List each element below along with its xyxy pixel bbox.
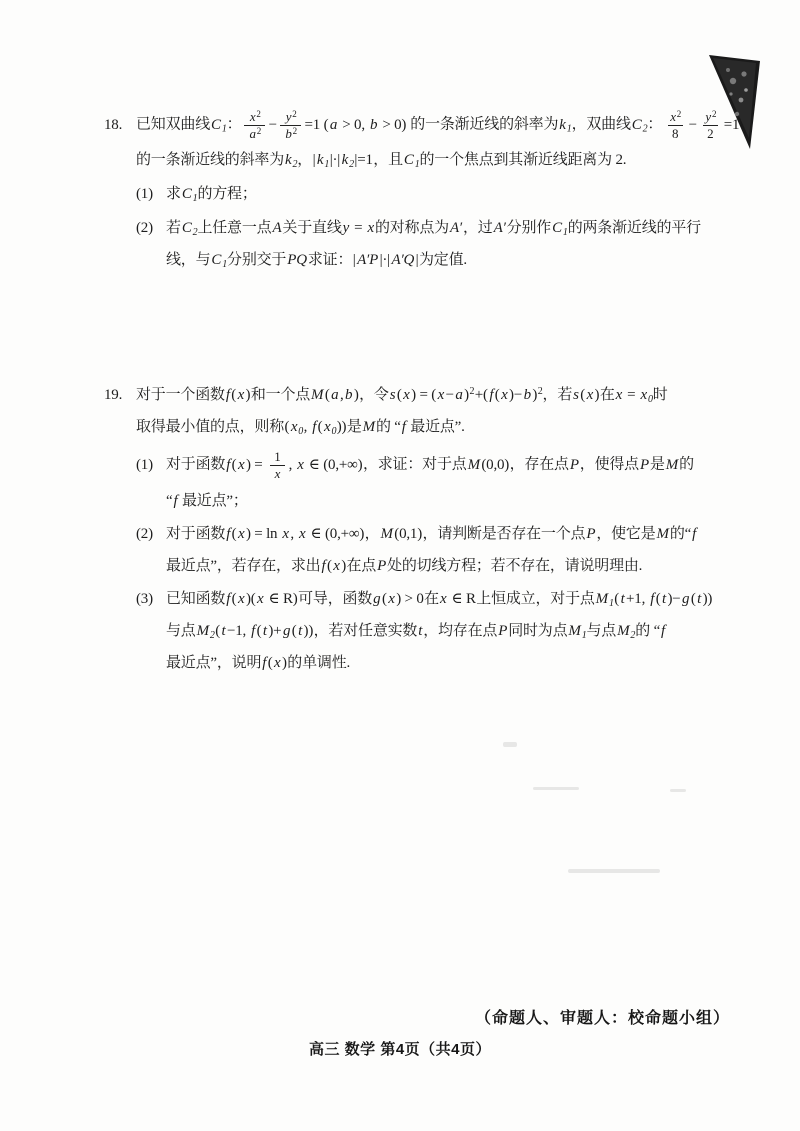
math-run: 0 (298, 426, 304, 438)
text-run: 求 (166, 186, 181, 203)
math-run: f (262, 655, 267, 672)
math-run: ( (317, 419, 323, 436)
text-run: 最近点”. (406, 419, 465, 436)
math-run: ( (291, 623, 297, 640)
math-run: ∈ (0,+∞) (305, 456, 363, 473)
math-run: 1 (581, 630, 587, 642)
math-run: ) (353, 387, 359, 404)
math-run: 2 (469, 386, 475, 398)
fraction-denominator (270, 465, 286, 481)
problem-item (136, 183, 760, 206)
math-run: 2 (292, 159, 298, 171)
text-run: 在 (424, 591, 439, 608)
problem-line (166, 652, 760, 675)
text-run: 的 “ (635, 623, 661, 640)
text-run: 关于直线 (282, 220, 342, 237)
math-run: )( (245, 591, 256, 608)
math-run: x (388, 591, 395, 608)
math-run: , (339, 387, 344, 404)
math-run: f (692, 526, 697, 543)
math-run: x (323, 419, 331, 436)
math-run: ( (284, 419, 290, 436)
math-run: =1 ( (304, 116, 329, 133)
math-run: > 0) (378, 116, 410, 133)
fraction (270, 450, 286, 480)
problem-line (166, 620, 760, 643)
math-run: A′ (449, 220, 462, 237)
text-run: ，过 (463, 220, 493, 237)
math-run: x (237, 526, 245, 543)
math-run: f (226, 526, 231, 543)
text-run: 线，与 (166, 252, 211, 269)
item-label: (2) (136, 220, 153, 237)
fraction-numerator (245, 110, 265, 125)
text-run: 的一条渐近线的斜率为 (410, 116, 559, 133)
math-run: M (467, 456, 480, 473)
math-run: PQ (287, 252, 307, 269)
text-run: ，请判断是否存在一个点 (422, 526, 586, 543)
math-run: (0,0) (481, 456, 510, 473)
math-run: f (650, 591, 655, 608)
math-run: ) (245, 387, 251, 404)
text-run: 的一个焦点到其渐近线距离为 2. (419, 152, 627, 169)
math-run: f (251, 623, 256, 640)
math-run: ) > 0 (396, 591, 424, 608)
text-run: 已知函数 (166, 591, 226, 608)
math-run: g (282, 623, 291, 640)
math-run: M (595, 591, 608, 608)
math-run: ( (580, 387, 586, 404)
math-run: | (312, 152, 316, 169)
math-run: , (290, 526, 298, 543)
problem-line (136, 449, 760, 481)
math-run: ) = ln (245, 526, 281, 543)
math-run: x (274, 655, 281, 672)
math-run: ) (282, 655, 287, 672)
math-run: x (670, 109, 676, 124)
math-run: x (237, 456, 245, 473)
fraction (700, 110, 720, 140)
math-run: A (272, 220, 282, 237)
math-run: x (586, 387, 594, 404)
text-run: 处的切线方程；若不存在，请说明理由. (387, 557, 643, 574)
math-run: , (288, 456, 296, 473)
math-run: M (617, 623, 630, 640)
text-run: 最近点”； (178, 492, 248, 509)
math-run: t (221, 623, 226, 640)
text-run: ，若对任意实数 (313, 623, 418, 640)
math-run: a (249, 125, 256, 141)
text-run: 与点 (166, 623, 196, 640)
math-run: x (237, 591, 245, 608)
math-run: ( (231, 387, 237, 404)
fraction-numerator (270, 450, 285, 465)
math-run: A′ (493, 220, 506, 237)
scan-smudge (533, 787, 579, 790)
text-run: 对于一个函数 (136, 387, 225, 404)
text-run: 可导，函数 (298, 591, 373, 608)
text-run: ，双曲线 (571, 116, 631, 133)
math-run: t (418, 623, 423, 640)
math-run: +1, (626, 591, 649, 608)
item-label: (1) (136, 186, 153, 203)
math-run: b (523, 387, 531, 404)
math-run: 2 (292, 125, 297, 136)
math-run: f (489, 387, 494, 404)
math-run: = (623, 387, 639, 404)
text-run: 的对称点为 (374, 220, 449, 237)
item-label: (1) (136, 456, 153, 473)
math-run: k (559, 116, 566, 133)
math-run: −1, (226, 623, 250, 640)
math-run: x (439, 591, 447, 608)
math-run: P (639, 456, 649, 473)
math-run: 2 (256, 109, 261, 119)
math-run: ) (594, 387, 600, 404)
text-run: ，令 (359, 387, 389, 404)
problem-item (136, 217, 760, 272)
text-run: ，存在点 (509, 456, 569, 473)
math-run: ∈ R) (265, 591, 298, 608)
problem-line (136, 416, 760, 439)
math-run: | (352, 252, 356, 269)
math-run: ( (494, 387, 500, 404)
text-run: 同时为点 (508, 623, 568, 640)
math-run: C (181, 186, 192, 203)
text-run: 时 (652, 387, 668, 404)
math-run: x (274, 465, 281, 481)
text-run: 求证： (307, 252, 353, 269)
text-run: 取得最小值的点，则称 (136, 419, 285, 436)
math-run: s (573, 387, 579, 404)
math-run: 8 (672, 125, 679, 141)
fraction-numerator (665, 110, 685, 125)
math-run: ( (231, 456, 237, 473)
problem-item (136, 450, 760, 512)
math-run: )) (303, 623, 314, 640)
math-run: 1 (562, 227, 568, 239)
math-run: g (373, 591, 381, 608)
math-run: x (501, 387, 508, 404)
problems-container (104, 110, 760, 684)
math-run: 1 (566, 123, 572, 135)
math-run: ) = (245, 456, 267, 473)
problem-line (166, 555, 760, 578)
math-run: − (268, 116, 277, 133)
math-run: b (369, 116, 378, 133)
math-run: M (568, 623, 581, 640)
math-run: x (282, 526, 289, 543)
problem-number: 18. (104, 116, 123, 133)
math-run: ) (341, 557, 346, 574)
math-run: ∈ R (447, 591, 476, 608)
fraction-denominator (668, 125, 683, 141)
fraction-numerator (700, 110, 720, 125)
math-run: x (403, 387, 410, 404)
math-run: 2 (642, 123, 648, 135)
math-run: 2 (711, 109, 717, 119)
math-run: ) (532, 387, 538, 404)
math-run: a (455, 387, 463, 404)
math-run: x (437, 387, 445, 404)
text-run: 已知双曲线 (136, 116, 211, 133)
text-run: ，使它是 (596, 526, 656, 543)
problem-line (136, 149, 760, 172)
math-run: t (298, 623, 303, 640)
math-run: t (620, 591, 625, 608)
math-run: x (367, 220, 374, 237)
math-run: x (237, 387, 245, 404)
scan-smudge (503, 742, 517, 747)
math-run: x (615, 387, 623, 404)
math-run: f (226, 591, 231, 608)
text-run: ，使得点 (579, 456, 639, 473)
problem-line (136, 523, 760, 546)
text-run: 对于函数 (166, 456, 226, 473)
math-run: P (377, 557, 387, 574)
math-run: =1 (723, 116, 740, 133)
math-run: 0 (331, 426, 337, 438)
math-run: ( (231, 591, 237, 608)
math-run: b (345, 387, 353, 404)
text-run: 若 (166, 220, 181, 237)
math-run: y (285, 109, 292, 124)
problem-line (166, 490, 760, 513)
text-run: ， (364, 526, 380, 543)
text-run: 的 (679, 456, 694, 473)
math-run: C (211, 252, 222, 269)
text-run: 在 (599, 387, 615, 404)
text-run: 对于函数 (166, 526, 226, 543)
math-run: 1 (324, 159, 330, 171)
math-run: f (401, 419, 406, 436)
math-run: 1 (414, 159, 420, 171)
fraction (244, 110, 265, 140)
math-run: |·| (329, 152, 341, 169)
math-run: ( (267, 655, 273, 672)
text-run: ，若 (542, 387, 573, 404)
text-run: 的方程； (197, 186, 257, 203)
math-run: 1 (221, 123, 227, 135)
problem-item (136, 588, 760, 675)
item-label: (3) (136, 591, 153, 608)
math-run: M (311, 387, 324, 404)
math-run: 2 (630, 630, 636, 642)
problem-line (136, 588, 760, 611)
math-run: +( (474, 387, 488, 404)
math-run: f (226, 456, 231, 473)
math-run: 2 (537, 386, 543, 398)
math-run: f (661, 623, 665, 640)
math-run: | (415, 252, 419, 269)
math-run: − (688, 116, 697, 133)
math-run: M (656, 526, 669, 543)
problem-number: 19. (104, 387, 123, 404)
text-run: ： (226, 116, 242, 133)
math-run: > 0, (338, 116, 369, 133)
math-run: t (262, 623, 267, 640)
math-run: b (285, 125, 292, 141)
math-run: x (257, 591, 264, 608)
math-run: − (445, 387, 454, 404)
math-run: )− (509, 387, 523, 404)
text-run: ，求证：对于点 (362, 456, 467, 473)
math-run: ( (655, 591, 661, 608)
math-run: a (329, 116, 338, 133)
math-run: y (342, 220, 350, 237)
math-run: 2 (256, 125, 262, 136)
math-run: M (196, 623, 209, 640)
math-run: ( (324, 387, 330, 404)
text-run: 和一个点 (250, 387, 311, 404)
math-run: ( (396, 387, 402, 404)
math-run: k (285, 152, 292, 169)
text-run: 与点 (586, 623, 617, 640)
math-run: , (303, 419, 311, 436)
text-run: 分别作 (506, 220, 552, 237)
math-run: 1 (608, 598, 614, 610)
math-run: 0 (647, 394, 653, 406)
text-run: 的 “ (375, 419, 401, 436)
math-run: ( (215, 623, 221, 640)
math-run: P (586, 526, 596, 543)
fraction-numerator (281, 110, 301, 125)
text-run: 是 (649, 456, 665, 473)
math-run: A′P (357, 252, 379, 269)
problem-line (104, 109, 760, 141)
math-run: 2 (676, 109, 682, 119)
text-run: 的一条渐近线的斜率为 (136, 152, 285, 169)
fraction-denominator (244, 125, 265, 141)
text-run: 分别交于 (227, 252, 287, 269)
math-run: x (249, 109, 256, 124)
text-run: ，均存在点 (423, 623, 498, 640)
math-run: C (403, 152, 414, 169)
text-run: 最近点”，若存在，求出 (166, 557, 321, 574)
math-run: k (316, 152, 324, 169)
text-run: ， (297, 152, 313, 169)
text-run: 的单调性. (287, 655, 351, 672)
math-run: C (211, 116, 221, 133)
math-run: ( (690, 591, 696, 608)
text-run: ，且 (373, 152, 403, 169)
math-run: x (290, 419, 298, 436)
scan-smudge (568, 869, 660, 873)
text-run: ： (647, 116, 663, 133)
problem-line (136, 183, 760, 206)
math-run: 2 (192, 227, 198, 239)
text-run: 的“ (669, 526, 692, 543)
math-run: x (640, 387, 647, 404)
math-run: g (682, 591, 690, 608)
math-run: ∈ (0,+∞) (306, 526, 365, 543)
math-run: M (665, 456, 679, 473)
math-run: ) = ( (411, 387, 437, 404)
math-run: |·| (379, 252, 390, 269)
text-run: 是 (346, 419, 362, 436)
math-run: 2 (292, 109, 297, 119)
math-run: ( (231, 526, 237, 543)
math-run: ) (464, 387, 469, 404)
problem-19 (104, 384, 760, 674)
math-run: C (181, 220, 192, 237)
math-run: )− (667, 591, 681, 608)
item-label: (2) (136, 526, 153, 543)
math-run: f (225, 387, 230, 404)
math-run: s (389, 387, 396, 404)
math-run: = (350, 220, 366, 237)
fraction-denominator (280, 125, 301, 141)
math-run: C (552, 220, 562, 237)
math-run: A′Q (391, 252, 415, 269)
math-run: P (569, 456, 579, 473)
math-run: 1 (192, 193, 198, 205)
math-run: f (173, 492, 178, 509)
math-run: )) (702, 591, 713, 608)
text-run: 的两条渐近线的平行 (567, 220, 701, 237)
math-run: 2 (707, 125, 714, 141)
footer-examiner-credit: （命题人、审题人：校命题小组） (474, 1010, 730, 1027)
fraction-denominator (703, 125, 718, 141)
text-run: 最近点”，说明 (166, 655, 262, 672)
math-run: ( (326, 557, 332, 574)
math-run: t (661, 591, 666, 608)
text-run: 上恒成立，对于点 (476, 591, 595, 608)
math-run: ( (256, 623, 262, 640)
math-run: M (380, 526, 393, 543)
math-run: ( (614, 591, 620, 608)
math-run: )) (336, 419, 347, 436)
math-run: 2 (349, 159, 354, 171)
math-run: x (299, 526, 306, 543)
math-run: C (631, 116, 642, 133)
text-run: 在点 (346, 557, 377, 574)
math-run: ( (381, 591, 387, 608)
math-run: x (297, 456, 304, 473)
problem-line (166, 249, 760, 272)
math-run: a (331, 387, 339, 404)
scan-smudge (670, 789, 686, 792)
problem-line (104, 384, 760, 407)
math-run: 1 (274, 449, 281, 465)
footer-page-number: 高三 数学 第4页（共4页） (308, 1041, 492, 1058)
math-run: f (312, 419, 317, 436)
problem-item (136, 523, 760, 577)
text-run: 上任意一点 (197, 220, 272, 237)
math-run: t (697, 591, 702, 608)
problem-line (136, 217, 760, 240)
math-run: k (341, 152, 349, 169)
math-run: f (321, 557, 326, 574)
problem-18 (104, 110, 760, 272)
math-run: 1 (222, 259, 228, 271)
math-run: |=1 (354, 152, 373, 169)
math-run: (0,1) (394, 526, 423, 543)
math-run: x (333, 557, 340, 574)
math-run: 2 (209, 630, 215, 642)
fraction (665, 110, 685, 140)
math-run: )+ (268, 623, 282, 640)
text-run: 为定值. (418, 252, 467, 269)
fraction (280, 110, 301, 140)
math-run: y (705, 109, 711, 124)
text-run: “ (166, 492, 173, 509)
math-run: P (498, 623, 508, 640)
math-run: M (362, 419, 375, 436)
